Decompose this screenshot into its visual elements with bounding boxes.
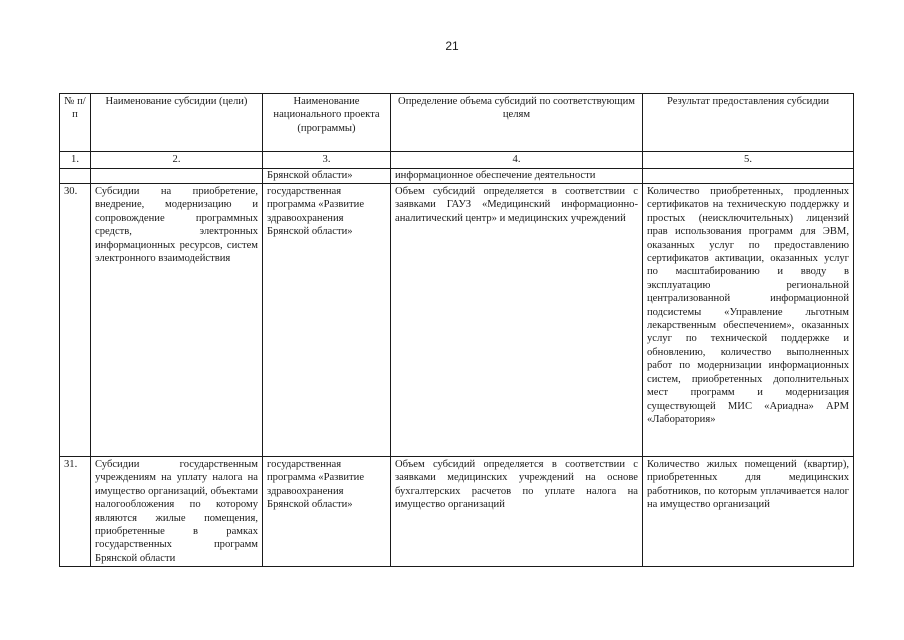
column-number: 1. xyxy=(60,152,91,169)
header-program: Наименование национального проекта (программы) xyxy=(263,94,391,152)
subsidy-name: Субсидии государственным учреждениям на уплату налога на имущество организаций, объектами налогообложения по которому являются жилые помещения, приобретенные в рамках государственных программ Брянской области xyxy=(91,457,263,567)
row-number: 31. xyxy=(60,457,91,567)
header-number: № п/п xyxy=(60,94,91,152)
program-name: государственная программа «Развитие здравоохранения Брянской области» xyxy=(263,184,391,457)
column-number: 4. xyxy=(391,152,643,169)
continuation-cell xyxy=(91,169,263,184)
table-row xyxy=(60,457,854,567)
subsidy-name: Субсидии на приобретение, внедрение, модернизацию и сопровождение программных средств, электронных информационных ресурсов, систем электронного взаимодействия xyxy=(91,184,263,457)
continuation-row xyxy=(60,169,854,184)
continuation-program: Брянской области» xyxy=(263,169,391,184)
table-row xyxy=(60,184,854,457)
volume-definition: Объем субсидий определяется в соответствии с заявками медицинских учреждений на основе бухгалтерских расчетов по уплате налога на имущество организаций xyxy=(391,457,643,567)
column-number-row xyxy=(60,152,854,169)
column-number: 5. xyxy=(643,152,854,169)
continuation-cell xyxy=(60,169,91,184)
column-number: 3. xyxy=(263,152,391,169)
row-number: 30. xyxy=(60,184,91,457)
continuation-cell xyxy=(643,169,854,184)
subsidy-table xyxy=(59,93,854,567)
subsidy-result: Количество приобретенных, продленных сертификатов на техническую поддержку и простых (неисключительных) лицензий прав использования программ для ЭВМ, оказанных услуг по предоставлению сертификатов активации, оказанных услуг по масштабированию и вводу в эксплуатацию региональной централизованной информационной подсистемы «Управление льготным лекарственным обеспечением», оказанных услуг по технической поддержке и обновлению, количество выполненных работ по модернизации информационных систем, приобретенных дополнительных мест программ и модернизация существующей МИС «Ариадна» АРМ «Лаборатория» xyxy=(643,184,854,457)
column-number: 2. xyxy=(91,152,263,169)
continuation-volume: информационное обеспечение деятельности xyxy=(391,169,643,184)
page-number: 21 xyxy=(445,39,459,53)
volume-definition: Объем субсидий определяется в соответствии с заявками ГАУЗ «Медицинский информационно-аналитический центр» и медицинских учреждений xyxy=(391,184,643,457)
header-result: Результат предоставления субсидии xyxy=(643,94,854,152)
header-volume: Определение объема субсидий по соответствующим целям xyxy=(391,94,643,152)
program-name: государственная программа «Развитие здравоохранения Брянской области» xyxy=(263,457,391,567)
subsidy-result: Количество жилых помещений (квартир), приобретенных для медицинских работников, по которым уплачивается налог на имущество организаций xyxy=(643,457,854,567)
header-subsidy-name: Наименование субсидии (цели) xyxy=(91,94,263,152)
header-row xyxy=(60,94,854,152)
